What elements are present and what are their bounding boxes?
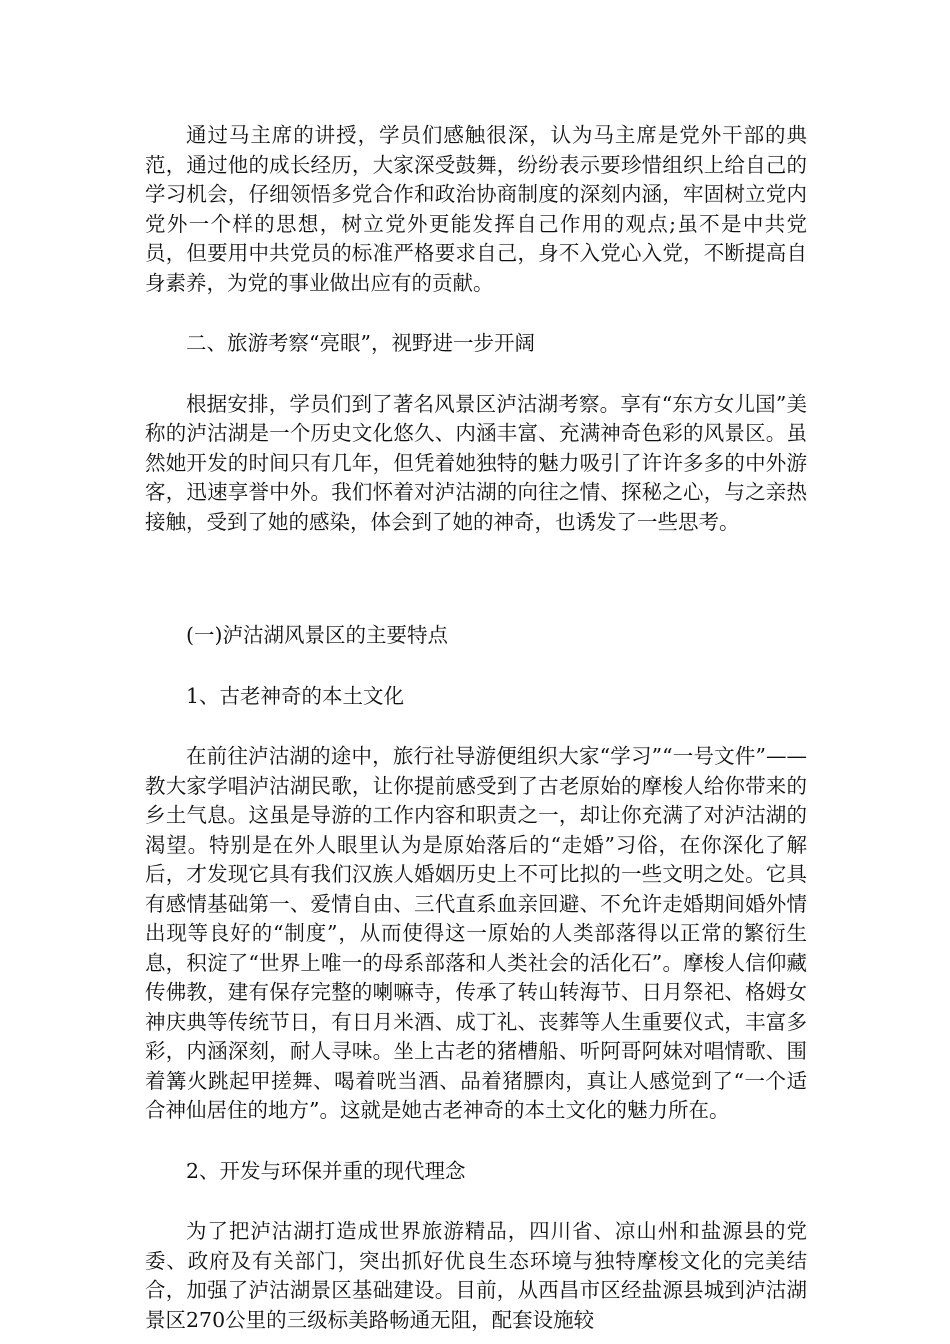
- paragraph-lugu-lake-visit: 根据安排，学员们到了著名风景区泸沽湖考察。享有“东方女儿国”美称的泸沽湖是一个历史文化悠久、内涵丰富、充满神奇色彩的风景区。虽然她开发的时间只有几年，但凭着她独特的魅力吸引了许许多多的中外游客，迅速享誉中外。我们怀着对泸沽湖的向往之情、探秘之心，与之亲热接触，受到了她的感染，体会到了她的神奇，也诱发了一些思考。: [145, 391, 807, 534]
- item-heading-development: 2、开发与环保并重的现代理念: [186, 1158, 466, 1183]
- paragraph-ancient-culture: 在前往泸沽湖的途中，旅行社导游便组织大家“学习”“一号文件”——教大家学唱泸沽湖民歌，让你提前感受到了古老原始的摩梭人给你带来的乡土气息。这虽是导游的工作内容和职责之一，却让你充满了对泸沽湖的渴望。特别是在外人眼里认为是原始落后的“走婚”习俗，在你深化了解后，才发现它具有我们汉族人婚姻历史上不可比拟的一些文明之处。它具有感情基础第一、爱情自由、三代直系血亲回避、不允许走婚期间婚外情出现等良好的“制度”，从而使得这一原始的人类部落得以正常的繁衍生息，积淀了“世界上唯一的母系部落和人类社会的活化石”。摩梭人信仰藏传佛教，建有保存完整的喇嘛寺，传承了转山转海节、日月祭祀、格姆女神庆典等传统节日，有日月米酒、成丁礼、丧葬等人生重要仪式，丰富多彩，内涵深刻，耐人寻味。坐上古老的猪槽船、听阿哥阿妹对唱情歌、围着篝火跳起甲搓舞、喝着咣当酒、品着猪膘肉，真让人感觉到了“一个适合神仙居住的地方”。这就是她古老神奇的本土文化的魅力所在。: [145, 744, 807, 1122]
- subsection-heading-features: (一)泸沽湖风景区的主要特点: [186, 623, 448, 647]
- paragraph-development: 为了把泸沽湖打造成世界旅游精品，四川省、凉山州和盐源县的党委、政府及有关部门，突出抓好优良生态环境与独特摩梭文化的完美结合，加强了泸沽湖景区基础建设。目前，从西昌市区经盐源县城到泸沽湖景区270公里的三级标美路畅通无阻，配套设施较: [145, 1219, 807, 1332]
- section-heading-tour: 二、旅游考察“亮眼”，视野进一步开阔: [186, 331, 535, 355]
- document-body: [145, 121, 807, 1335]
- paragraph-study-reflection: 通过马主席的讲授，学员们感触很深，认为马主席是党外干部的典范，通过他的成长经历，大家深受鼓舞，纷纷表示要珍惜组织上给自己的学习机会，仔细领悟多党合作和政治协商制度的深刻内涵，牢固树立党内党外一个样的思想，树立党外更能发挥自己作用的观点;虽不是中共党员，但要用中共党员的标准严格要求自己，身不入党心入党，不断提高自身素养，为党的事业做出应有的贡献。: [145, 123, 807, 295]
- item-heading-ancient-culture: 1、古老神奇的本土文化: [186, 683, 405, 708]
